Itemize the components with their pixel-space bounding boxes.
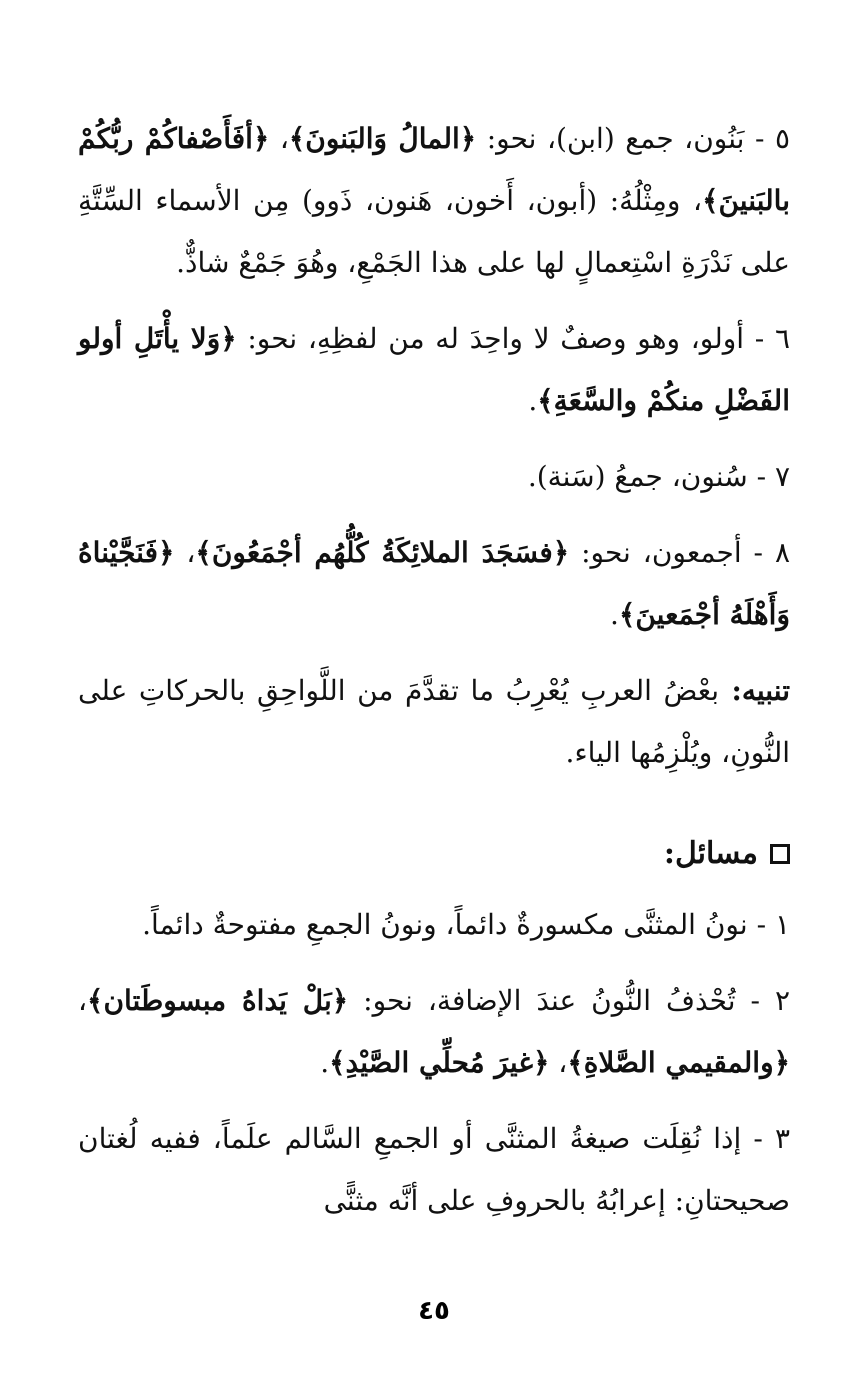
text-segment: ٧ - سُنون، جمعُ (سَنة). bbox=[527, 460, 790, 493]
text-segment: ٣ - إذا نُقِلَت صيغةُ المثنَّى أو الجمعِ السَّالم علَماً، ففيه لُغتان صحيحتانِ: إعرابُهُ بالحروفِ على أنَّه مثنًّى bbox=[78, 1122, 790, 1217]
paragraph-8 bbox=[78, 522, 790, 646]
text-segment: ، bbox=[549, 1046, 568, 1079]
paragraph-6 bbox=[78, 308, 790, 432]
text-segment: ١ - نونُ المثنَّى مكسورةٌ دائماً، ونونُ الجمعِ مفتوحةٌ دائماً. bbox=[142, 908, 790, 941]
note-paragraph bbox=[78, 660, 790, 784]
page-number: ٤٥ bbox=[418, 1296, 450, 1326]
issue-1 bbox=[78, 894, 790, 956]
quran-quote: ﴿المالُ وَالبَنونَ﴾ bbox=[288, 122, 477, 155]
quran-quote: ﴿غيرَ مُحلِّي الصَّيْدِ﴾ bbox=[329, 1046, 550, 1079]
note-label: تنبيه: bbox=[719, 674, 790, 707]
text-segment: ، bbox=[78, 984, 88, 1017]
issues-list bbox=[78, 894, 790, 1232]
issue-2 bbox=[78, 970, 790, 1094]
quran-quote: ﴿وَلا يأْتَلِ أولو الفَضْلِ منكُمْ والسَّعَةِ﴾ bbox=[78, 322, 790, 417]
square-bullet-icon bbox=[770, 844, 790, 864]
quran-quote: ﴿فسَجَدَ الملائِكَةُ كُلُّهُم أجْمَعُونَ﴾ bbox=[195, 536, 570, 569]
text-segment: ٥ - بَنُون، جمع (ابن)، نحو: bbox=[476, 122, 791, 155]
quran-quote: ﴿فَنَجَّيْناهُ وَأَهْلَهُ أجْمَعينَ﴾ bbox=[78, 536, 790, 631]
main-text bbox=[78, 108, 790, 784]
section-heading bbox=[78, 824, 790, 884]
paragraph-7 bbox=[78, 446, 790, 508]
text-segment: ، ومِثْلُهُ: (أبون، أَخون، هَنون، ذَوو) مِن الأسماء السِّتَّةِ على نَدْرَةِ اسْتِعمالٍ لها على هذا الجَمْعِ، وهُوَ جَمْعٌ شاذٌّ. bbox=[78, 184, 790, 279]
text-segment: ٦ - أولو، وهو وصفٌ لا واحِدَ له من لفظِهِ، نحو: bbox=[236, 322, 791, 355]
quran-quote: ﴿أفَأَصْفاكُمْ ربُّكُمْ بالبَنينَ﴾ bbox=[78, 122, 790, 217]
text-segment: ، bbox=[269, 122, 289, 155]
text-segment: بعْضُ العربِ يُعْرِبُ ما تقدَّمَ من اللَّواحِقِ بالحركاتِ على النُّونِ، ويُلْزِمُها الياء. bbox=[78, 674, 790, 769]
section-title: مسائل: bbox=[663, 836, 758, 871]
quran-quote: ﴿بَلْ يَداهُ مبسوطَتان﴾ bbox=[87, 984, 349, 1017]
text-segment: ٨ - أجمعون، نحو: bbox=[569, 536, 791, 569]
text-segment: . bbox=[320, 1046, 330, 1079]
quran-quote: ﴿والمقيمي الصَّلاةِ﴾ bbox=[567, 1046, 790, 1079]
text-segment: . bbox=[528, 384, 538, 417]
issue-3 bbox=[78, 1108, 790, 1232]
text-segment: . bbox=[610, 598, 619, 631]
text-segment: ، bbox=[174, 536, 196, 569]
text-segment: ٢ - تُحْذفُ النُّونُ عندَ الإضافة، نحو: bbox=[348, 984, 791, 1017]
paragraph-5 bbox=[78, 108, 790, 294]
